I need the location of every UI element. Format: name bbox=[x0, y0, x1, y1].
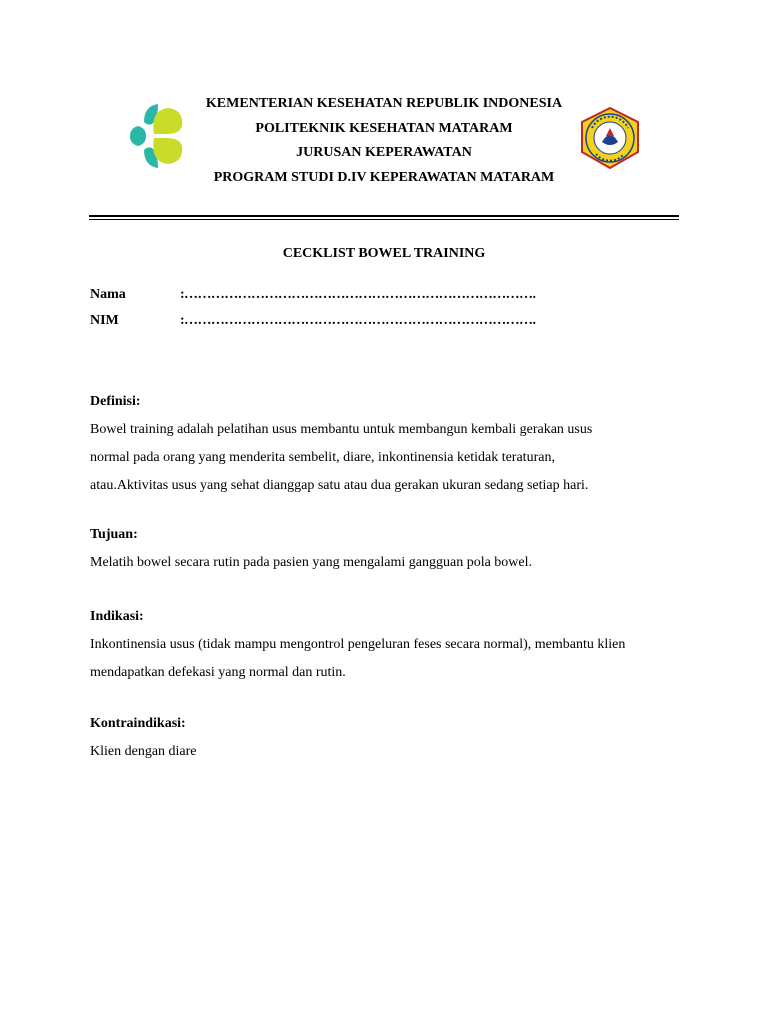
paragraph-line: atau.Aktivitas usus yang sehat dianggap satu atau dua gerakan ukuran sedang setiap hari. bbox=[90, 478, 589, 493]
nama-label: Nama bbox=[90, 287, 126, 302]
section-body bbox=[90, 416, 690, 500]
section-heading: Indikasi: bbox=[90, 609, 144, 624]
paragraph-line: mendapatkan defekasi yang normal dan rutin. bbox=[90, 665, 346, 680]
header-divider-thick bbox=[89, 215, 679, 217]
paragraph-line: normal pada orang yang menderita sembelit, diare, inkontinensia ketidak teraturan, bbox=[90, 450, 555, 465]
nama-blank[interactable]: :……………………………………………………………………. bbox=[180, 287, 536, 302]
section-heading: Kontraindikasi: bbox=[90, 716, 186, 731]
header-line-department: JURUSAN KEPERAWATAN bbox=[296, 145, 472, 160]
document-title: CECKLIST BOWEL TRAINING bbox=[282, 246, 486, 261]
paragraph-line: Bowel training adalah pelatihan usus membantu untuk membangun kembali gerakan usus bbox=[90, 422, 593, 437]
header-line-polytechnic: POLITEKNIK KESEHATAN MATARAM bbox=[255, 120, 513, 136]
header-line-ministry: KEMENTERIAN KESEHATAN REPUBLIK INDONESIA bbox=[205, 96, 563, 111]
paragraph-line: Melatih bowel secara rutin pada pasien yang mengalami gangguan pola bowel. bbox=[90, 555, 533, 570]
paragraph-line: Klien dengan diare bbox=[90, 744, 197, 759]
header-line-program: PROGRAM STUDI D.IV KEPERAWATAN MATARAM bbox=[213, 169, 555, 185]
section-indikasi bbox=[90, 603, 690, 687]
section-definisi bbox=[90, 388, 690, 500]
section-heading: Definisi: bbox=[90, 394, 141, 409]
nim-blank[interactable]: :……………………………………………………………………. bbox=[180, 313, 536, 328]
section-body bbox=[90, 631, 690, 687]
section-heading: Tujuan: bbox=[90, 527, 138, 542]
section-tujuan bbox=[90, 521, 690, 577]
institution-header bbox=[150, 92, 618, 190]
section-body bbox=[90, 549, 690, 577]
paragraph-line: Inkontinensia usus (tidak mampu mengontrol pengeluran feses secara normal), membantu klien bbox=[90, 637, 626, 652]
header-divider-thin bbox=[89, 219, 679, 220]
section-kontraindikasi bbox=[90, 710, 690, 766]
section-body bbox=[90, 738, 690, 766]
nim-label: NIM bbox=[90, 313, 119, 328]
